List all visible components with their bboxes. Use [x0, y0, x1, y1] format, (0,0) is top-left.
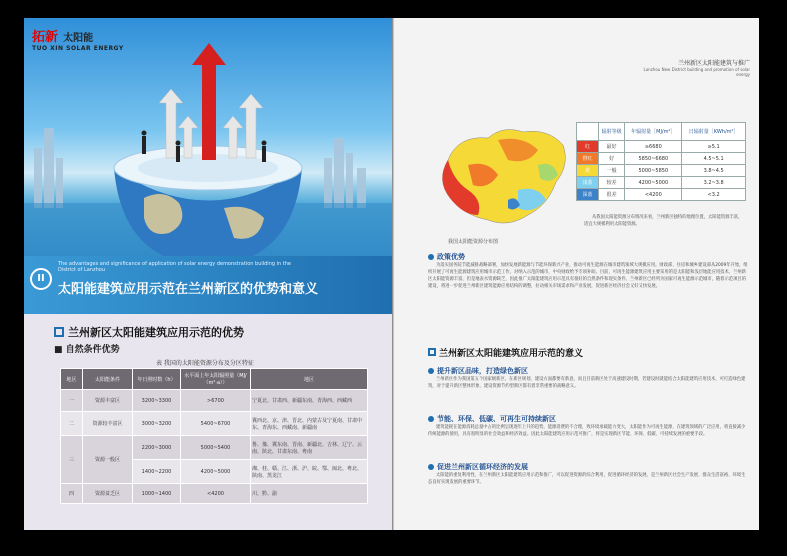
section-heading-text: 兰州新区太阳能建筑应用示范的优势 [68, 326, 244, 339]
table-cell: 红 [577, 141, 599, 153]
table-cell: 3.2~3.8 [682, 177, 746, 189]
policy-text: 为落实国务院节能减排战略部署，加快发展新能源与节能环保新兴产业，推动可再生能源在城市建筑领域大规模应用。财政部、住房和城乡建设部从2009年开始，组织开展了可再生能源建筑应用城市示范工作，对纳入示范的城市，中央财政给予专项补助。目前，可再生能源建筑应用主要采用的是太阳能和浅层地能应用技术，兰州新区太阳能资源丰富，但是地表水资源缺乏，因此推广太阳能建筑应用示范具有很好的自然条件和现实条件。兰州新区已经列为国家可再生能源示范城市，随着示范项目的建设，将进一步促进兰州新区建筑能源应用结构的调整，拉动相关市场需求和产业发展，促进新区经济社会又好又快发展。 [428, 263, 748, 289]
th-radiation: 水平面上年太阳辐照量（MJ/（m²·a）） [181, 369, 251, 390]
table-cell: ≥6680 [625, 141, 682, 153]
point2-text: 建筑能耗在能源消耗总量中占的比例呈现逐年上升的趋势，能源消费的不合理，致环境承载能力变大，太阳能作为可再生能源，在建筑领域的广泛应用，将直接减少传统能源的使用，具有很明显的社会效益和经济效益。因此太阳能建筑应用示范可推广，将是实现新区节能、环保、低碳、可持续发展的重要手段。 [428, 425, 746, 437]
table-cell: 较差 [599, 177, 625, 189]
banner-subtitle-en: The advantages and significance of application of solar energy demonstration building in the District of Lanzhou [58, 261, 291, 273]
table-cell: 资源贫乏区 [83, 484, 133, 504]
running-header-en: Lanzhou New District building and promotion of solar energy [643, 67, 750, 77]
running-header [630, 58, 750, 77]
table-row [61, 436, 368, 460]
th-year: 年辐射量［MJ/m²］ [625, 123, 682, 141]
table-cell: 3.8~4.5 [682, 165, 746, 177]
table-cell: 最好 [599, 141, 625, 153]
table-cell: 3200~3300 [133, 390, 181, 412]
table-row [577, 141, 746, 153]
table-cell: 黄 [577, 165, 599, 177]
section-banner [24, 256, 392, 314]
table-row [577, 189, 746, 201]
point2-heading [428, 414, 556, 424]
bullet-icon [428, 416, 434, 422]
th-condition: 太阳能条件 [83, 369, 133, 390]
table-cell: 二 [61, 412, 83, 436]
brand-logo [32, 26, 124, 52]
th-zone: 地区 [61, 369, 83, 390]
bullet-icon [428, 464, 434, 470]
table-row [61, 484, 368, 504]
th-color [577, 123, 599, 141]
th-region: 地区 [251, 369, 368, 390]
running-header-zh: 兰州新区太阳能建筑与推广 [677, 60, 750, 67]
table-row [61, 390, 368, 412]
left-page [24, 18, 392, 530]
table-cell: 4200~5000 [625, 177, 682, 189]
table-cell: ≥5.1 [682, 141, 746, 153]
table-row [577, 177, 746, 189]
th-hours: 年日照时数（h） [133, 369, 181, 390]
right-page [394, 18, 759, 530]
bullet-icon [428, 254, 434, 260]
point1-heading-text: 提升新区品味，打造绿色新区 [437, 367, 528, 375]
logo-text-cn: 拓新 [32, 30, 59, 45]
table-cell: 四 [61, 484, 83, 504]
table-cell: 4200~5000 [181, 460, 251, 484]
table-cell: 4.5~5.1 [682, 153, 746, 165]
table-cell: 5850~6680 [625, 153, 682, 165]
point3-heading-text: 促进兰州新区循环经济的发展 [437, 463, 528, 471]
table-cell: 宁夏北、甘肃西、新疆东南、青海西、西藏西 [251, 390, 368, 412]
table-cell: 湘、桂、赣、江、浙、沪、皖、鄂、闽北、粤北、陕南、黑龙江 [251, 460, 368, 484]
point2-heading-text: 节能、环保、低碳、可再生可持续新区 [437, 415, 556, 423]
solar-zone-table [60, 368, 368, 504]
table-cell: 资源丰富区 [83, 390, 133, 412]
sub-heading-text: 自然条件优势 [65, 345, 120, 355]
table-cell: 很差 [599, 189, 625, 201]
point1-text: 兰州新区作为我国第五个国家级新区，在新区规划、建设方面都要有新意，而且目前新区处于高速建设时期，若建设时就能结合太阳能建筑应用技术，可打造绿色建筑，对于提升新区整体形象、建设资源节约型新区都有着非常重要的战略意义。 [428, 377, 746, 389]
sub-heading: ■ 自然条件优势 [54, 345, 120, 355]
bullet-icon [428, 368, 434, 374]
table-cell: 深蓝 [577, 189, 599, 201]
section2-heading-text: 兰州新区太阳能建筑应用示范的意义 [439, 348, 584, 359]
policy-heading-text: 政策优势 [437, 253, 465, 261]
map-caption: 我国太阳能资源分布图 [448, 239, 499, 245]
table-cell: <3.2 [682, 189, 746, 201]
table-cell: 好 [599, 153, 625, 165]
square-bullet-icon [54, 327, 64, 337]
hero-illustration [24, 18, 392, 268]
table-cell: 浅蓝 [577, 177, 599, 189]
policy-heading [428, 252, 465, 262]
table-cell: 5000~5850 [625, 165, 682, 177]
table-cell: 3000~3200 [133, 412, 181, 436]
map-note: 从我国太阳能资源分布情况来看，兰州新区独特的地理位置，太阳能资源丰富，适宜大规模利用太阳能资源。 [584, 215, 743, 227]
th-grade: 辐射等级 [599, 123, 625, 141]
table-cell: 鲁、豫、冀东南、晋南、新疆北、吉林、辽宁、云南、陕北、甘肃东南、粤南 [251, 436, 368, 460]
logo-text-en: TUO XIN SOLAR ENERGY [32, 45, 124, 52]
table-cell: 5400~6700 [181, 412, 251, 436]
table-cell: >6700 [181, 390, 251, 412]
banner-title: 太阳能建筑应用示范在兰州新区的优势和意义 [58, 282, 319, 297]
table-cell: <4200 [625, 189, 682, 201]
table-cell: 冀西北、京、津、晋北、内蒙古及宁夏南、甘肃中东、青海东、西藏南、新疆南 [251, 412, 368, 436]
table-row [61, 412, 368, 436]
logo-text-cn2: 太阳能 [63, 33, 94, 44]
china-solar-map [428, 120, 573, 235]
square-bullet-icon [428, 348, 436, 356]
table-cell: <4200 [181, 484, 251, 504]
table-caption: 表 我国的太阳能资源分布及分区特征 [156, 360, 254, 367]
banner-number: II [30, 268, 52, 290]
table-cell: 橙红 [577, 153, 599, 165]
table-row [577, 165, 746, 177]
point3-heading [428, 462, 528, 472]
table-cell: 一 [61, 390, 83, 412]
point3-text: 太阳能的重复利用性，在兰州新区太阳能建筑应用示范和推广，可以促进资源的综合利用，促进循环经济的发展，是兰州新区社会生产发展、群众生活富裕、环境生态良好实现发展的重要环节。 [428, 473, 746, 485]
table-cell: 5000~5400 [181, 436, 251, 460]
section2-heading [428, 344, 583, 360]
hero-image [24, 18, 392, 268]
table-cell: 川、黔、渝 [251, 484, 368, 504]
table-cell: 2200~3000 [133, 436, 181, 460]
point1-heading [428, 366, 528, 376]
table-cell: 1400~2200 [133, 460, 181, 484]
table-cell: 资源一般区 [83, 436, 133, 484]
table-row [577, 153, 746, 165]
section-heading [54, 322, 244, 342]
table-cell: 一般 [599, 165, 625, 177]
table-cell: 资源较丰富区 [83, 412, 133, 436]
table-cell: 1000~1400 [133, 484, 181, 504]
radiation-table [576, 122, 746, 201]
table-cell: 三 [61, 436, 83, 484]
th-day: 日辐射量［KWh/m²］ [682, 123, 746, 141]
